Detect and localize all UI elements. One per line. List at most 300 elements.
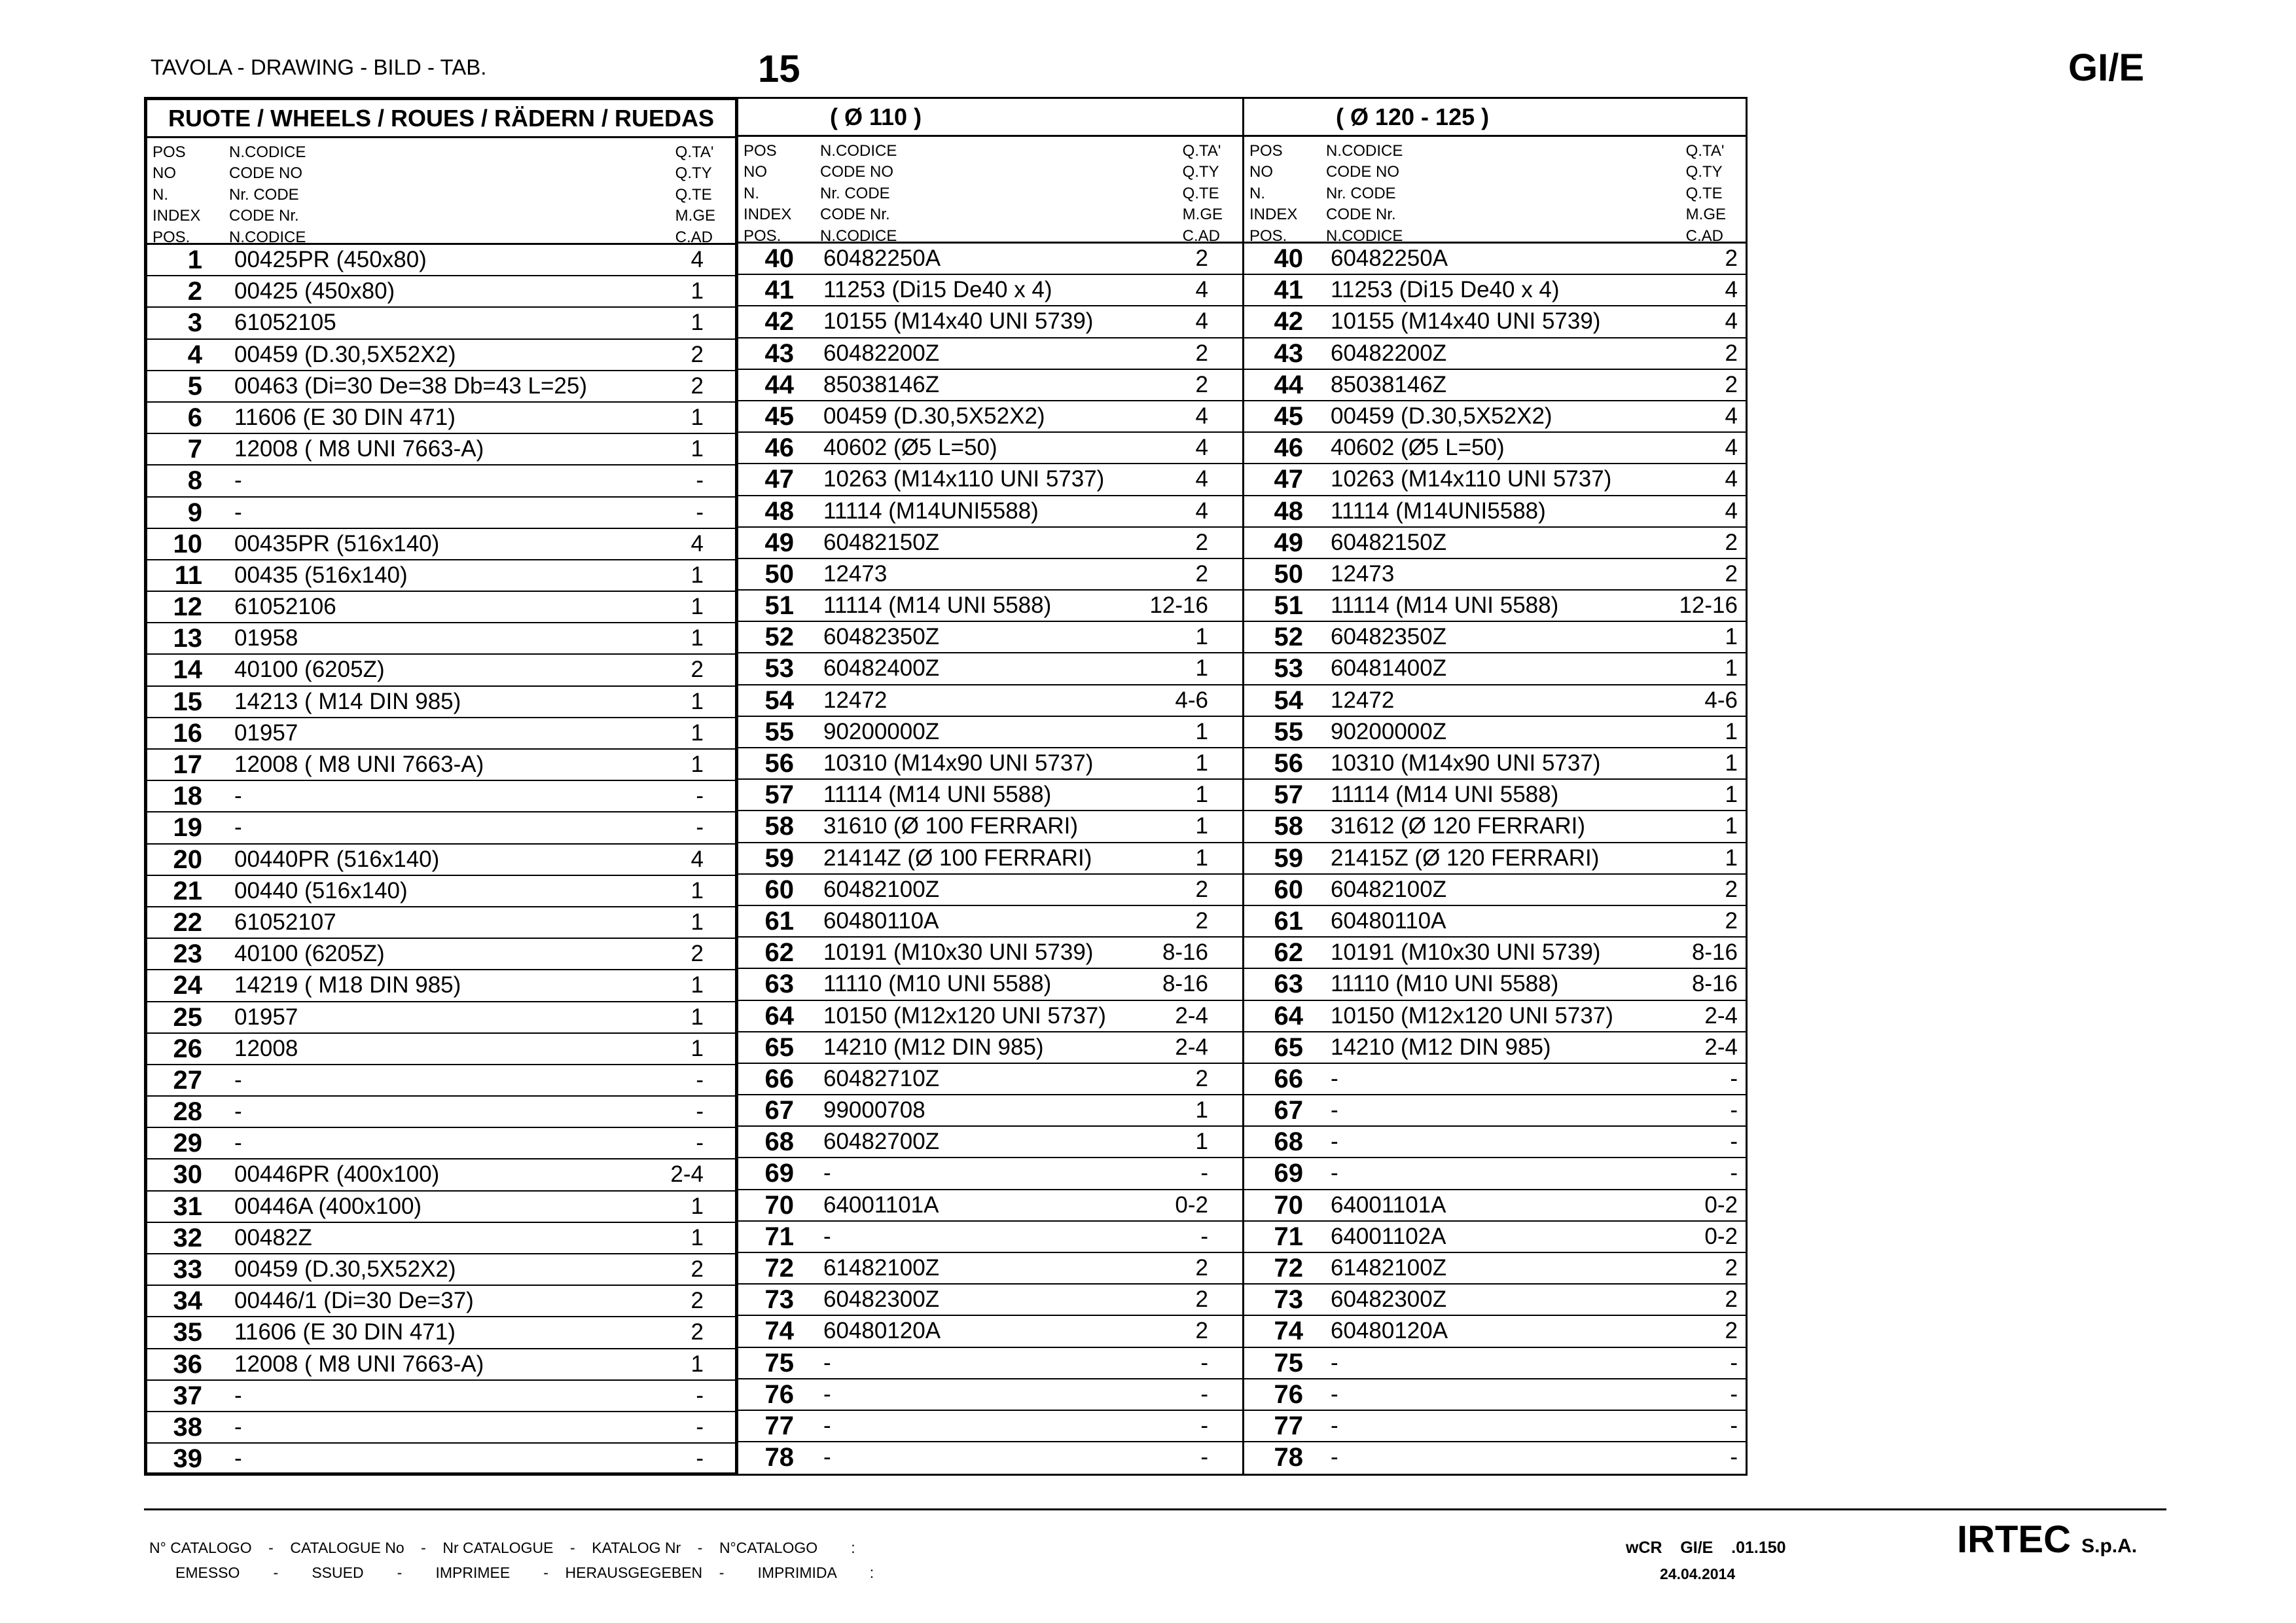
qty-cell: - [696,783,704,809]
pos-cell: 14 [173,655,202,685]
pos-cell: 57 [764,780,794,810]
pos-cell: 1 [187,246,202,274]
qty-cell: 1 [691,594,704,620]
table-row [1244,811,1746,843]
code-cell: 60480110A [1331,907,1446,934]
qty-cell: 1 [1725,624,1738,650]
table-row [738,306,1242,338]
pos-cell: 2 [187,277,202,306]
table-row [147,623,735,655]
pos-cell: 68 [764,1127,794,1157]
pos-cell: 78 [764,1443,794,1472]
code-cell: 11110 (M10 UNI 5588) [1331,971,1559,997]
qty-cell: 2 [1725,907,1738,934]
qty-cell: 12-16 [1679,593,1738,619]
qty-header: Q.TA' Q.TY Q.TE M.GE C.AD [1182,142,1223,245]
pos-cell: 43 [764,338,794,368]
qty-cell: 1 [691,1035,704,1061]
qty-cell: 1 [691,720,704,746]
pos-cell: 74 [764,1317,794,1346]
qty-cell: 1 [691,436,704,462]
qty-cell: - [1730,1349,1738,1376]
qty-cell: 1 [691,752,704,777]
code-cell: 90200000Z [1331,718,1447,744]
code-cell: 00435 (516x140) [234,562,408,588]
qty-cell: 4 [691,530,704,556]
table-row [147,970,735,1002]
qty-cell: - [1200,1444,1208,1470]
code-cell: 60482350Z [1331,624,1447,650]
table-row [738,559,1242,591]
qty-cell: 1 [691,1004,704,1030]
pos-cell: 32 [173,1223,202,1252]
code-cell: 11114 (M14 UNI 5588) [1331,593,1559,619]
qty-cell: - [1730,1097,1738,1123]
qty-cell: 2 [691,1288,704,1314]
code-cell: 60482100Z [823,876,940,902]
code-cell: 61052106 [234,594,336,620]
code-cell: 10150 (M12x120 UNI 5737) [1331,1002,1613,1029]
code-cell: 00459 (D.30,5X52X2) [234,1256,456,1282]
table-row [738,1348,1242,1379]
qty-cell: 2 [691,657,704,683]
code-cell: 99000708 [823,1097,925,1123]
code-header: N.CODICE CODE NO Nr. CODE CODE Nr. N.CODICE [229,143,306,246]
qty-cell: - [1730,1444,1738,1470]
pos-cell: 47 [1274,465,1303,494]
pos-cell: 24 [173,971,202,1000]
qty-header: Q.TA' Q.TY Q.TE M.GE C.AD [675,143,715,246]
table-row [738,1379,1242,1411]
table-row [147,1159,735,1191]
pos-cell: 20 [173,845,202,874]
pos-cell: 15 [173,687,202,716]
code-cell: 10155 (M14x40 UNI 5739) [823,308,1094,335]
pos-cell: 51 [764,591,794,621]
qty-cell: - [1200,1412,1208,1438]
code-cell: 60482710Z [823,1065,940,1091]
code-cell: 12008 ( M8 UNI 7663-A) [234,752,484,777]
code-cell: 14213 ( M14 DIN 985) [234,688,461,714]
code-cell: 11253 (Di15 De40 x 4) [1331,277,1560,303]
table-row [1244,306,1746,338]
code-cell: - [823,1412,831,1438]
pos-cell: 54 [1274,685,1303,715]
qty-cell: 2 [1195,1255,1208,1281]
code-cell: 00459 (D.30,5X52X2) [823,403,1045,429]
table-row [1244,1411,1746,1442]
table-rows [1244,244,1746,1474]
code-cell: - [1331,1129,1338,1155]
table-row [738,1316,1242,1347]
table-row [738,1411,1242,1442]
qty-cell: 2-4 [1704,1034,1738,1060]
qty-cell: - [1200,1160,1208,1186]
qty-cell: 2 [691,341,704,367]
table-row [738,685,1242,717]
pos-cell: 10 [173,529,202,558]
table-row [147,340,735,371]
pos-cell: 62 [1274,938,1303,968]
pos-cell: 52 [1274,623,1303,652]
qty-cell: 1 [1725,655,1738,682]
code-cell: - [234,1067,242,1093]
qty-cell: 4 [1195,403,1208,429]
qty-cell: 1 [1195,624,1208,650]
table-row [1244,1222,1746,1253]
table-row [147,465,735,497]
qty-cell: 2-4 [670,1161,704,1188]
code-cell: 60482700Z [823,1129,940,1155]
code-cell: 60482250A [1331,246,1448,271]
pos-cell: 71 [1274,1222,1303,1251]
code-cell: 00440PR (516x140) [234,846,440,872]
code-cell: 60482100Z [1331,876,1447,902]
pos-cell: 17 [173,750,202,779]
pos-cell: 49 [1274,528,1303,557]
pos-cell: 22 [173,907,202,937]
qty-cell: - [1730,1129,1738,1155]
table-row [1244,875,1746,906]
qty-cell: 2 [691,373,704,399]
pos-cell: 71 [764,1222,794,1251]
pos-cell: 5 [187,371,202,401]
qty-cell: 1 [691,404,704,430]
pos-cell: 53 [764,654,794,684]
table-row [147,1381,735,1412]
table-row [738,1158,1242,1190]
table-row [738,1222,1242,1253]
qty-cell: 1 [691,688,704,714]
code-cell: 31612 (Ø 120 FERRARI) [1331,813,1586,839]
catalogue-code: wCR GI/E .01.150 [1626,1539,1786,1557]
pos-cell: 9 [187,498,202,527]
qty-cell: 0-2 [1704,1223,1738,1249]
table-row [1244,591,1746,622]
qty-cell: - [1730,1065,1738,1091]
pos-cell: 42 [764,307,794,337]
qty-cell: 2 [1725,371,1738,397]
drawing-label: TAVOLA - DRAWING - BILD - TAB. [151,55,487,79]
pos-cell: 64 [1274,1001,1303,1030]
table-row [738,1064,1242,1095]
table-row [147,1097,735,1128]
table-row [1244,906,1746,938]
table-row [738,496,1242,528]
code-cell: - [823,1223,831,1249]
issued-label: EMESSO - SSUED - IMPRIMEE - HERAUSGEGEBEN - IMPRIMIDA : [175,1564,874,1581]
table-row [738,906,1242,938]
code-cell: 40602 (Ø5 L=50) [823,435,997,461]
code-cell: 11253 (Di15 De40 x 4) [823,277,1052,303]
code-cell: 64001101A [823,1192,939,1218]
qty-cell: 1 [1195,750,1208,776]
qty-cell: 2 [1195,1065,1208,1091]
code-cell: - [234,1130,242,1156]
table-row [738,1032,1242,1064]
pos-cell: 44 [764,370,794,399]
table-row [147,245,735,276]
qty-cell: 1 [1195,782,1208,808]
pos-cell: 76 [764,1379,794,1409]
pos-cell: 34 [173,1286,202,1316]
qty-cell: - [696,1382,704,1408]
qty-cell: 2 [691,941,704,967]
pos-cell: 75 [764,1348,794,1377]
table-row [147,560,735,592]
table-row [1244,1064,1746,1095]
pos-cell: 4 [187,340,202,369]
table-row [147,1286,735,1317]
code-cell: - [823,1444,831,1470]
pos-cell: 36 [173,1349,202,1379]
table-row [147,1192,735,1223]
table-row [147,1349,735,1381]
pos-cell: 69 [764,1159,794,1188]
code-cell: 11110 (M10 UNI 5588) [823,971,1052,997]
pos-cell: 26 [173,1034,202,1063]
column-header [147,138,735,245]
qty-cell: 4 [1725,277,1738,303]
table-row [738,875,1242,906]
pos-cell: 6 [187,403,202,432]
code-cell: 00482Z [234,1224,312,1250]
table-row [1244,244,1746,275]
qty-cell: - [696,467,704,494]
qty-cell: - [696,1130,704,1156]
page-number: 15 [758,48,800,90]
code-cell: 00463 (Di=30 De=38 Db=43 L=25) [234,373,588,399]
qty-cell: 2 [1725,1286,1738,1313]
code-cell: - [1331,1381,1338,1407]
code-cell: 14219 ( M18 DIN 985) [234,972,461,998]
code-cell: 10310 (M14x90 UNI 5737) [1331,750,1601,776]
table-row [1244,275,1746,306]
section-title: ( Ø 110 ) [738,99,1242,137]
qty-cell: 2 [1195,340,1208,366]
table-row [147,1223,735,1254]
table-row [738,244,1242,275]
table-row [738,1001,1242,1032]
pos-cell: 59 [1274,843,1303,873]
code-cell: 21414Z (Ø 100 FERRARI) [823,845,1092,871]
qty-cell: 2 [1195,529,1208,555]
table-row [1244,496,1746,528]
code-cell: - [1331,1412,1338,1438]
table-row [738,938,1242,969]
table-row [738,275,1242,306]
code-cell: 10191 (M10x30 UNI 5739) [823,939,1094,966]
code-cell: 12008 ( M8 UNI 7663-A) [234,1351,484,1377]
qty-cell: 1 [691,310,704,336]
code-cell: - [234,1413,242,1440]
pos-cell: 67 [1274,1096,1303,1125]
pos-cell: 60 [1274,875,1303,904]
qty-cell: 2-4 [1175,1002,1208,1029]
code-cell: 14210 (M12 DIN 985) [823,1034,1044,1060]
code-cell: 11114 (M14 UNI 5588) [823,593,1052,619]
table-row [147,434,735,465]
code-cell: 61052107 [234,909,336,935]
code-cell: - [1331,1444,1338,1470]
code-cell: 12472 [823,687,888,713]
parts-table-d120-125 [1242,97,1748,1476]
pos-cell: 46 [764,433,794,463]
qty-cell: - [696,814,704,841]
code-cell: - [234,1446,242,1472]
code-cell: 10191 (M10x30 UNI 5739) [1331,939,1601,966]
pos-cell: 73 [764,1285,794,1315]
pos-cell: 29 [173,1129,202,1158]
table-row [738,464,1242,496]
table-row [1244,1032,1746,1064]
table-row [1244,1158,1746,1190]
code-cell: 61482100Z [823,1255,940,1281]
code-cell: 60482300Z [823,1286,940,1313]
table-row [738,780,1242,811]
qty-cell: 8-16 [1691,971,1738,997]
code-cell: - [823,1160,831,1186]
pos-cell: 16 [173,718,202,748]
table-row [738,401,1242,433]
qty-cell: 2 [1195,1318,1208,1344]
section-title: RUOTE / WHEELS / ROUES / RÄDERN / RUEDAS [147,100,735,138]
qty-cell: 2 [1195,876,1208,902]
company-name [1957,1518,2137,1561]
qty-cell: 8-16 [1162,939,1208,966]
pos-cell: 44 [1274,370,1303,399]
code-cell: 12008 [234,1035,298,1061]
pos-cell: 59 [764,843,794,873]
pos-cell: 55 [764,717,794,746]
pos-cell: 74 [1274,1317,1303,1346]
pos-cell: 45 [764,401,794,431]
qty-cell: 2-4 [1704,1002,1738,1029]
pos-cell: 56 [1274,749,1303,778]
qty-cell: 1 [691,562,704,588]
code-cell: 61052105 [234,310,336,336]
pos-cell: 72 [1274,1254,1303,1283]
catalogue-number-label: N° CATALOGO - CATALOGUE No - Nr CATALOGUE - KATALOG Nr - N°CATALOGO : [149,1539,855,1556]
qty-cell: 12-16 [1149,593,1208,619]
code-cell: 90200000Z [823,718,940,744]
pos-cell: 47 [764,465,794,494]
pos-cell: 25 [173,1002,202,1032]
code-cell: 85038146Z [823,371,940,397]
pos-cell: 65 [1274,1032,1303,1062]
pos-cell: 40 [1274,244,1303,273]
pos-cell: 39 [173,1444,202,1474]
table-row [1244,748,1746,780]
code-cell: 10263 (M14x110 UNI 5737) [823,466,1105,492]
pos-header: POS NO N. INDEX POS. [744,142,792,245]
pos-cell: 55 [1274,717,1303,746]
table-row [738,1442,1242,1474]
qty-cell: 1 [691,1193,704,1219]
pos-cell: 50 [1274,559,1303,589]
table-row [1244,1001,1746,1032]
qty-cell: 4 [1195,308,1208,335]
code-cell: - [234,814,242,841]
qty-cell: 4 [691,247,704,272]
qty-cell: - [1200,1381,1208,1407]
code-cell: 01957 [234,720,298,746]
table-row [1244,1190,1746,1222]
code-cell: 60481400Z [1331,655,1447,682]
qty-cell: 4 [1725,435,1738,461]
pos-cell: 52 [764,623,794,652]
code-cell: 60482300Z [1331,1286,1447,1313]
pos-cell: 28 [173,1097,202,1127]
qty-cell: 1 [691,625,704,651]
pos-cell: 66 [764,1064,794,1093]
code-cell: 21415Z (Ø 120 FERRARI) [1331,845,1600,871]
code-cell: 85038146Z [1331,371,1447,397]
table-row [1244,622,1746,653]
company-suffix: S.p.A. [2081,1535,2138,1557]
pos-cell: 53 [1274,654,1303,684]
table-row [1244,433,1746,464]
code-cell: 00440 (516x140) [234,877,408,903]
code-cell: 60482350Z [823,624,940,650]
table-row [1244,1253,1746,1285]
qty-cell: - [1200,1223,1208,1249]
qty-cell: 2 [1725,1318,1738,1344]
table-row [1244,717,1746,748]
code-cell: - [234,1382,242,1408]
qty-cell: - [696,1413,704,1440]
code-cell: 00459 (D.30,5X52X2) [234,341,456,367]
column-header [1244,137,1746,244]
pos-cell: 63 [764,970,794,999]
table-row [147,1412,735,1444]
code-cell: 31610 (Ø 100 FERRARI) [823,813,1079,839]
issue-date: 24.04.2014 [1660,1565,1736,1582]
pos-cell: 61 [1274,906,1303,936]
qty-cell: 1 [1195,1129,1208,1155]
pos-cell: 51 [1274,591,1303,621]
pos-cell: 48 [1274,496,1303,526]
pos-cell: 46 [1274,433,1303,463]
qty-cell: - [1730,1160,1738,1186]
table-row [147,1254,735,1286]
code-cell: 12473 [1331,560,1395,587]
table-rows [738,244,1242,1474]
table-row [738,338,1242,370]
code-cell: 60480120A [1331,1318,1448,1344]
code-cell: - [234,467,242,494]
pos-cell: 63 [1274,970,1303,999]
table-row [738,1127,1242,1158]
table-row [738,653,1242,685]
code-cell: 11606 (E 30 DIN 471) [234,404,456,430]
code-cell: 40602 (Ø5 L=50) [1331,435,1505,461]
table-row [147,655,735,686]
qty-cell: - [696,1067,704,1093]
qty-cell: 2 [1195,1286,1208,1313]
pos-cell: 66 [1274,1064,1303,1093]
qty-cell: 0-2 [1704,1192,1738,1218]
code-cell: 14210 (M12 DIN 985) [1331,1034,1551,1060]
pos-cell: 33 [173,1255,202,1284]
pos-cell: 42 [1274,307,1303,337]
code-cell: 60482150Z [1331,529,1447,555]
table-row [1244,401,1746,433]
pos-cell: 27 [173,1065,202,1095]
pos-cell: 45 [1274,401,1303,431]
table-row [1244,528,1746,559]
qty-cell: 1 [1725,813,1738,839]
